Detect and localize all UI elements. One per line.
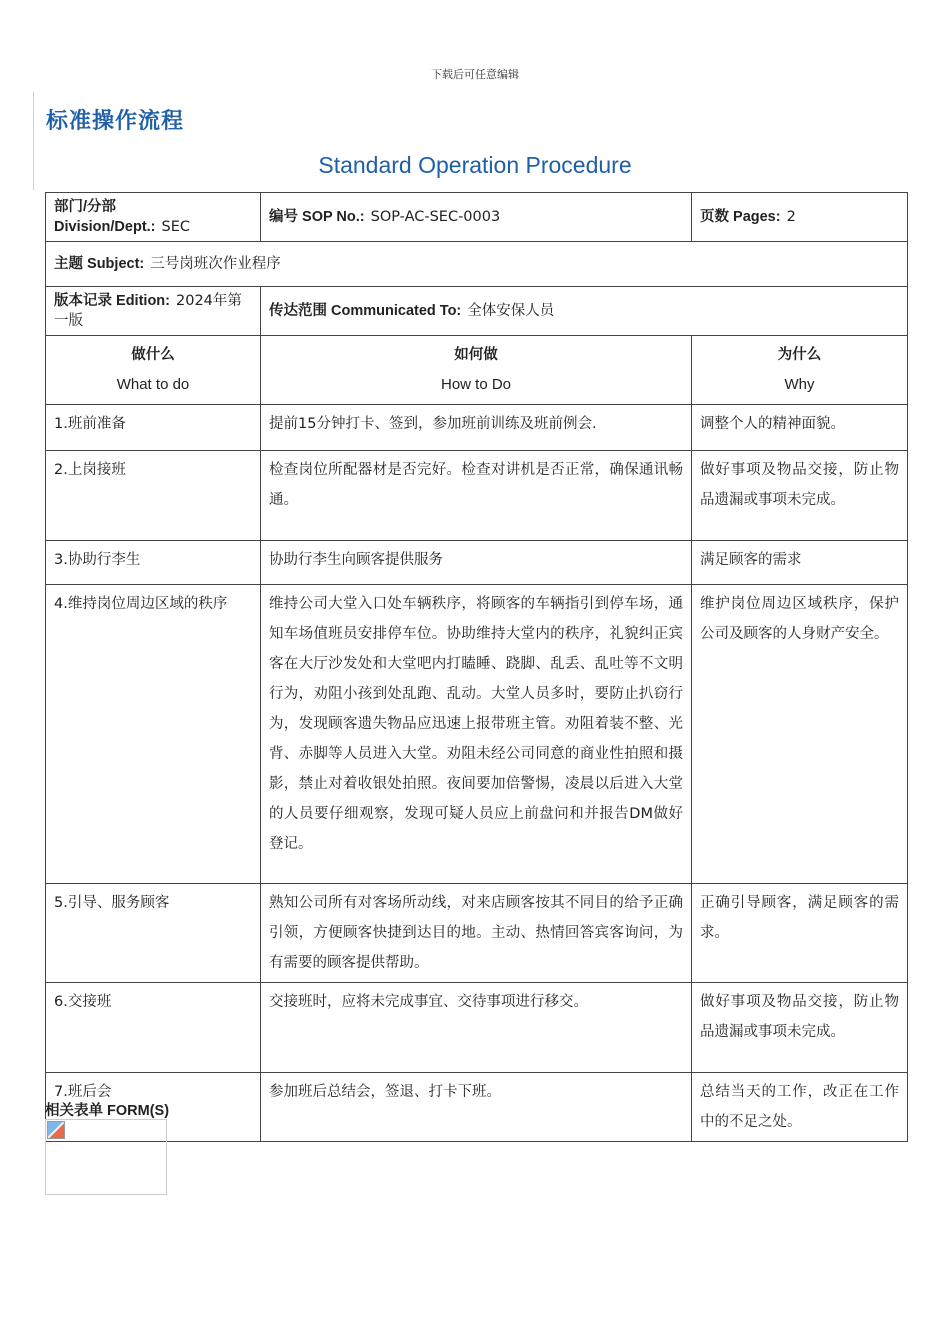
communicated-label: 传达范围 Communicated To:: [269, 303, 462, 319]
header-how: [261, 336, 692, 405]
table-row: [46, 983, 908, 1073]
meta-row-subject: [46, 242, 908, 287]
row-how: 检查岗位所配器材是否完好。检查对讲机是否正常，确保通讯畅通。: [261, 451, 692, 541]
row-how: 提前15分钟打卡、签到，参加班前训练及班前例会.: [261, 405, 692, 451]
row-why: 做好事项及物品交接，防止物品遗漏或事项未完成。: [692, 983, 908, 1073]
broken-image-icon: [47, 1121, 65, 1139]
subject-cell: [46, 242, 908, 287]
header-what-en: What to do: [116, 376, 190, 393]
row-what: 1.班前准备: [46, 405, 261, 451]
pages-label: 页数 Pages:: [700, 209, 781, 225]
title-cn: 标准操作流程: [46, 109, 185, 134]
edition-cell: [46, 287, 261, 336]
row-why: 维护岗位周边区域秩序，保护公司及顾客的人身财产安全。: [692, 585, 908, 884]
sop-cell: [261, 193, 692, 242]
table-row: [46, 1073, 908, 1142]
header-why-en: Why: [784, 376, 815, 393]
sop-table: [45, 192, 908, 1142]
row-why: 总结当天的工作，改正在工作中的不足之处。: [692, 1073, 908, 1142]
subject-label: 主题 Subject:: [54, 256, 145, 272]
row-what: 3.协助行李生: [46, 541, 261, 585]
edition-value: 2024年第一版: [54, 293, 242, 329]
page-header: 下载后可任意编辑: [431, 68, 519, 81]
table-row: [46, 405, 908, 451]
table-row: [46, 585, 908, 884]
meta-row-dept: [46, 193, 908, 242]
communicated-cell: [261, 287, 908, 336]
row-how: 维持公司大堂入口处车辆秩序，将顾客的车辆指引到停车场，通知车场值班员安排停车位。协助维持大堂内的秩序，礼貌纠正宾客在大厅沙发处和大堂吧内打瞌睡、跷脚、乱丢、乱吐等不文明行为，劝阻小孩到处乱跑、乱动。大堂人员多时，要防止扒窃行为，发现顾客遗失物品应迅速上报带班主管。劝阻着装不整、光背、赤脚等人员进入大堂。劝阻未经公司同意的商业性拍照和摄影，禁止对着收银处拍照。夜间要加倍警惕，凌晨以后进入大堂的人员要仔细观察，发现可疑人员应上前盘问和并报告DM做好登记。: [261, 585, 692, 884]
dept-value: SEC: [161, 219, 191, 235]
header-what-cn: 做什么: [131, 347, 175, 363]
header-why-cn: 为什么: [777, 347, 822, 363]
table-row: [46, 541, 908, 585]
sop-label: 编号 SOP No.:: [269, 209, 365, 225]
row-why: 满足顾客的需求: [692, 541, 908, 585]
row-what: 4.维持岗位周边区域的秩序: [46, 585, 261, 884]
edition-label: 版本记录 Edition:: [54, 293, 170, 309]
subject-value: 三号岗班次作业程序: [150, 256, 281, 272]
row-why: 调整个人的精神面貌。: [692, 405, 908, 451]
row-why: 正确引导顾客，满足顾客的需求。: [692, 884, 908, 983]
header-how-cn: 如何做: [454, 347, 498, 363]
table-row: [46, 884, 908, 983]
column-header-row: [46, 336, 908, 405]
row-what: 7.班后会: [46, 1073, 261, 1142]
header-how-en: How to Do: [440, 376, 512, 393]
form-image-placeholder[interactable]: [45, 1119, 167, 1195]
table-row: [46, 451, 908, 541]
row-how: 参加班后总结会，签退、打卡下班。: [261, 1073, 692, 1142]
row-why: 做好事项及物品交接，防止物品遗漏或事项未完成。: [692, 451, 908, 541]
forms-label: 相关表单 FORM(S): [45, 1103, 170, 1119]
pages-cell: [692, 193, 908, 242]
row-how: 熟知公司所有对客场所动线，对来店顾客按其不同目的给予正确引领，方便顾客快捷到达目的地。主动、热情回答宾客询问，为有需要的顾客提供帮助。: [261, 884, 692, 983]
pages-value: 2: [786, 209, 796, 225]
title-en: Standard Operation Procedure: [318, 152, 632, 178]
row-what: 6.交接班: [46, 983, 261, 1073]
dept-cell: [46, 193, 261, 242]
communicated-value: 全体安保人员: [467, 303, 555, 319]
row-how: 交接班时，应将未完成事宜、交待事项进行移交。: [261, 983, 692, 1073]
row-what: 5.引导、服务顾客: [46, 884, 261, 983]
sop-value: SOP-AC-SEC-0003: [370, 209, 501, 225]
header-why: [692, 336, 908, 405]
row-what: 2.上岗接班: [46, 451, 261, 541]
meta-row-edition: [46, 287, 908, 336]
header-what: [46, 336, 261, 405]
dept-label: 部门/分部 Division/Dept.:: [54, 199, 156, 235]
row-how: 协助行李生向顾客提供服务: [261, 541, 692, 585]
